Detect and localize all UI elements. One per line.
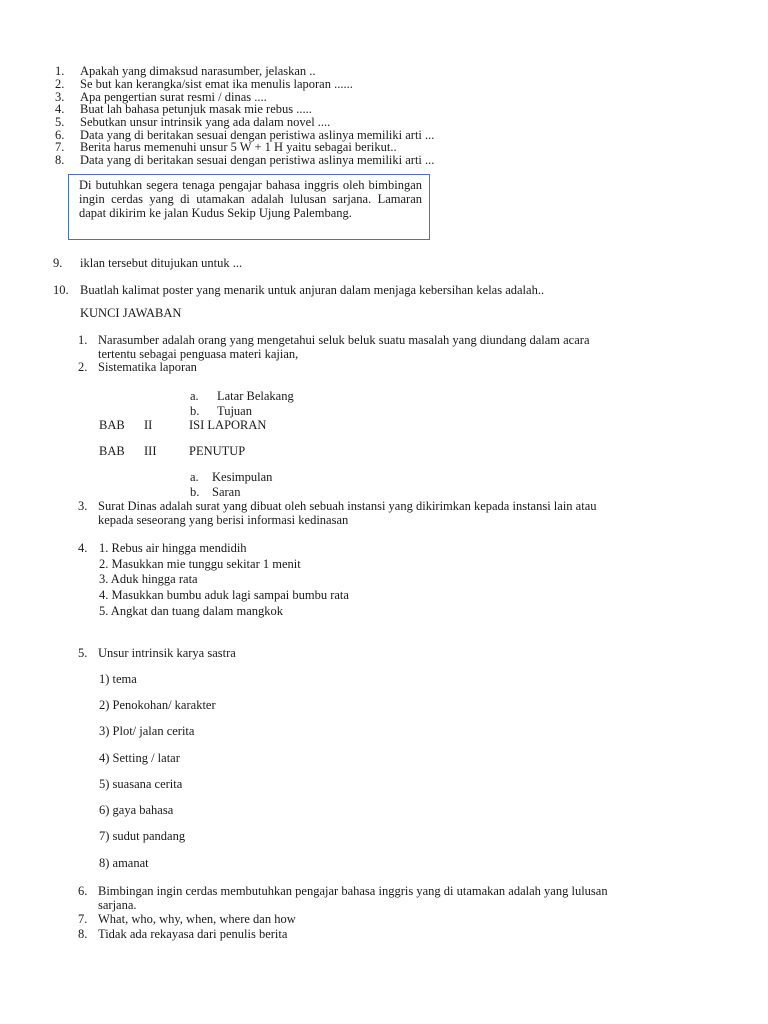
bab-label: BAB xyxy=(99,444,125,458)
answer-number: 2. xyxy=(78,360,88,374)
list-letter: b. xyxy=(190,404,200,418)
question-item: 9. iklan tersebut ditujukan untuk ... xyxy=(53,256,243,270)
list-item: Kesimpulan xyxy=(212,470,273,484)
list-item: Saran xyxy=(212,485,241,499)
list-letter: a. xyxy=(190,470,199,484)
question-item: 4. Buat lah bahasa petunjuk masak mie rebus ..... xyxy=(55,102,312,116)
list-item: 4) Setting / latar xyxy=(99,751,180,765)
recipe-step: 1. Rebus air hingga mendidih xyxy=(99,541,247,555)
list-item: 5) suasana cerita xyxy=(99,777,183,791)
answer-number: 1. xyxy=(78,333,88,347)
bab-label: BAB xyxy=(99,418,125,432)
question-item: 8. Data yang di beritakan sesuai dengan peristiwa aslinya memiliki arti ... xyxy=(55,153,435,167)
list-item: 7) sudut pandang xyxy=(99,829,186,843)
answer-text: What, who, why, when, where dan how xyxy=(98,912,296,926)
question-item: 7. Berita harus memenuhi unsur 5 W + 1 H yaitu sebagai berikut.. xyxy=(55,140,397,154)
recipe-step: 2. Masukkan mie tunggu sekitar 1 menit xyxy=(99,557,301,571)
answer-number: 4. xyxy=(78,541,88,555)
answer-text: sarjana. xyxy=(98,898,137,912)
answer-number: 7. xyxy=(78,912,88,926)
recipe-step: 4. Masukkan bumbu aduk lagi sampai bumbu rata xyxy=(99,588,349,602)
question-item: 2. Se but kan kerangka/sist emat ika menulis laporan ...... xyxy=(55,77,353,91)
answer-text: Bimbingan ingin cerdas membutuhkan pengajar bahasa inggris yang di utamakan adalah yang lulusan xyxy=(98,884,608,898)
bab-title: PENUTUP xyxy=(189,444,246,458)
question-item: 5. Sebutkan unsur intrinsik yang ada dalam novel .... xyxy=(55,115,331,129)
bab-roman: II xyxy=(144,418,153,432)
answer-text: Tidak ada rekayasa dari penulis berita xyxy=(98,927,288,941)
bab-roman: III xyxy=(144,444,157,458)
list-letter: a. xyxy=(190,389,199,403)
list-item: 2) Penokohan/ karakter xyxy=(99,698,216,712)
question-item: 10. Buatlah kalimat poster yang menarik untuk anjuran dalam menjaga kebersihan kelas adalah.. xyxy=(53,283,545,297)
recipe-step: 5. Angkat dan tuang dalam mangkok xyxy=(99,604,283,618)
list-item: 1) tema xyxy=(99,672,137,686)
answer-text: Sistematika laporan xyxy=(98,360,197,374)
list-item: 3) Plot/ jalan cerita xyxy=(99,724,195,738)
question-item: 6. Data yang di beritakan sesuai dengan peristiwa aslinya memiliki arti ... xyxy=(55,128,435,142)
recipe-step: 3. Aduk hingga rata xyxy=(99,572,198,586)
answer-number: 5. xyxy=(78,646,88,660)
list-item: 6) gaya bahasa xyxy=(99,803,174,817)
list-item: Tujuan xyxy=(217,404,252,418)
answer-text: Unsur intrinsik karya sastra xyxy=(98,646,236,660)
ad-text: Di butuhkan segera tenaga pengajar bahasa inggris oleh bimbingan ingin cerdas yang di utamakan adalah lulusan sarjana. Lamaran dapat dikirim ke jalan Kudus Sekip Ujung Palembang. xyxy=(79,178,422,220)
answer-number: 6. xyxy=(78,884,88,898)
question-item: 1. Apakah yang dimaksud narasumber, jelaskan .. xyxy=(55,64,316,78)
answer-text: Narasumber adalah orang yang mengetahui seluk beluk suatu masalah yang diundang dalam acara xyxy=(98,333,590,347)
answer-text: tertentu sebagai penguasa materi kajian, xyxy=(98,347,299,361)
list-item: 8) amanat xyxy=(99,856,149,870)
answer-key-title: KUNCI JAWABAN xyxy=(80,306,182,320)
question-item: 3. Apa pengertian surat resmi / dinas .... xyxy=(55,90,267,104)
answer-text: kepada seseorang yang berisi informasi kedinasan xyxy=(98,513,349,527)
answer-number: 3. xyxy=(78,499,88,513)
list-item: Latar Belakang xyxy=(217,389,294,403)
answer-number: 8. xyxy=(78,927,88,941)
bab-title: ISI LAPORAN xyxy=(189,418,267,432)
list-letter: b. xyxy=(190,485,200,499)
answer-text: Surat Dinas adalah surat yang dibuat oleh sebuah instansi yang dikirimkan kepada instansi lain atau xyxy=(98,499,597,513)
